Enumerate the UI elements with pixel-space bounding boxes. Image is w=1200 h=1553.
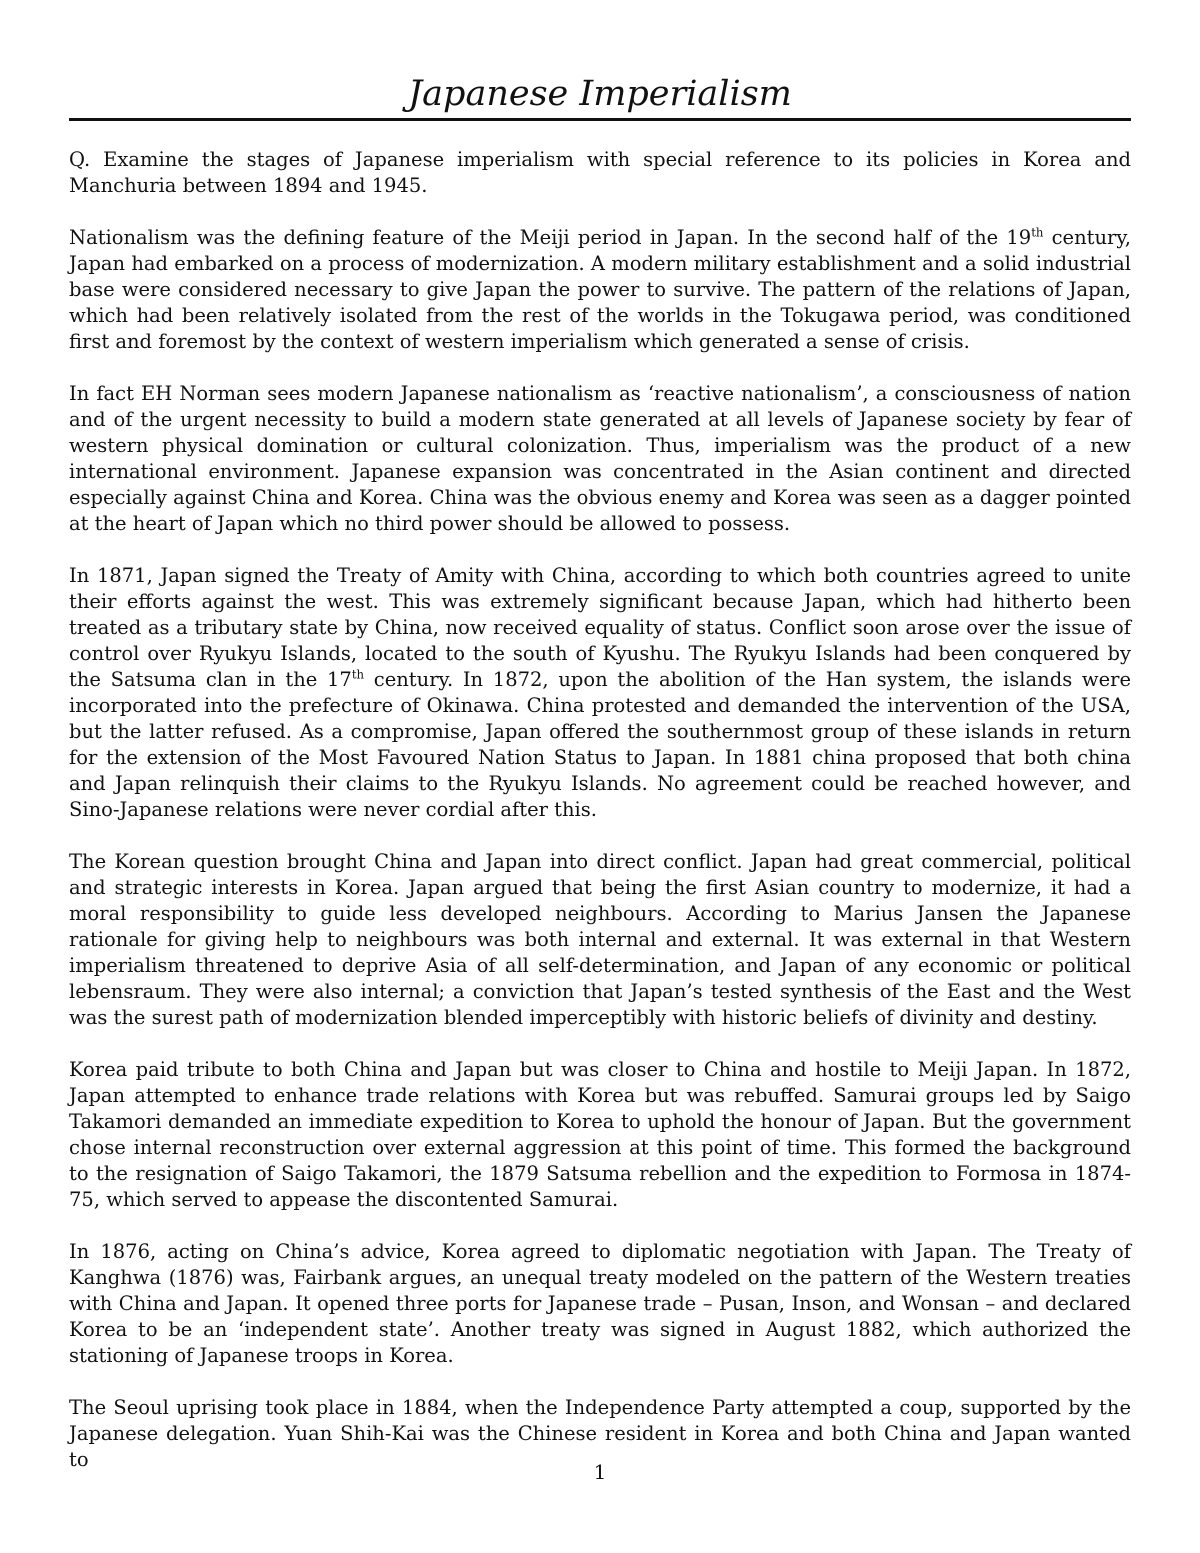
page-number: 1 (593, 1460, 607, 1484)
title-rule (69, 118, 1131, 121)
paragraph-nationalism: Nationalism was the defining feature of the Meiji period in Japan. In the second half of the 19th century, Japan had embarked on a process of modernization. A modern military establishment and a solid industrial base were considered necessary to give Japan the power to survive. The pattern of the relations of Japan, which had been relatively isolated from the rest of the worlds in the Tokugawa period, was conditioned first and foremost by the context of western imperialism which generated a sense of crisis. (69, 225, 1132, 353)
paragraph-treaty-of-amity: In 1871, Japan signed the Treaty of Amity with China, according to which both countries agreed to unite their efforts against the west. This was extremely significant because Japan, which had hitherto been treated as a tributary state by China, now received equality of status. Conflict soon arose over the issue of control over Ryukyu Islands, located to the south of Kyushu. The Ryukyu Islands had been conquered by the Satsuma clan in the 17th century. In 1872, upon the abolition of the Han system, the islands were incorporated into the prefecture of Okinawa. China protested and demanded the intervention of the USA, but the latter refused. As a compromise, Japan offered the southernmost group of these islands in return for the extension of the Most Favoured Nation Status to Japan. In 1881 china proposed that both china and Japan relinquish their claims to the Ryukyu Islands. No agreement could be reached however, and Sino-Japanese relations were never cordial after this. (69, 564, 1131, 821)
document-page (69, 74, 1131, 1499)
paragraph-treaty-of-kanghwa: In 1876, acting on China’s advice, Korea agreed to diplomatic negotiation with Japan. The Treaty of Kanghwa (1876) was, Fairbank argues, an unequal treaty modeled on the pattern of the Western treaties with China and Japan. It opened three ports for Japanese trade – Pusan, Inson, and Wonsan – and declared Korea to be an ‘independent state’. Another treaty was signed in August 1882, which authorized the stationing of Japanese troops in Korea. (69, 1240, 1131, 1367)
paragraph-reactive-nationalism: In fact EH Norman sees modern Japanese nationalism as ‘reactive nationalism’, a consciousness of nation and of the urgent necessity to build a modern state generated at all levels of Japanese society by fear of western physical domination or cultural colonization. Thus, imperialism was the product of a new international environment. Japanese expansion was concentrated in the Asian continent and directed especially against China and Korea. China was the obvious enemy and Korea was seen as a dagger pointed at the heart of Japan which no third power should be allowed to possess. (69, 382, 1131, 535)
paragraph-korean-question: The Korean question brought China and Japan into direct conflict. Japan had great commercial, political and strategic interests in Korea. Japan argued that being the first Asian country to modernize, it had a moral responsibility to guide less developed neighbours. According to Marius Jansen the Japanese rationale for giving help to neighbours was both internal and external. It was external in that Western imperialism threatened to deprive Asia of all self-determination, and Japan of any economic or political lebensraum. They were also internal; a conviction that Japan’s tested synthesis of the East and the West was the surest path of modernization blended imperceptibly with historic beliefs of divinity and destiny. (69, 850, 1131, 1029)
paragraph-korea-tribute: Korea paid tribute to both China and Japan but was closer to China and hostile to Meiji Japan. In 1872, Japan attempted to enhance trade relations with Korea but was rebuffed. Samurai groups led by Saigo Takamori demanded an immediate expedition to Korea to uphold the honour of Japan. But the government chose internal reconstruction over external aggression at this point of time. This formed the background to the resignation of Saigo Takamori, the 1879 Satsuma rebellion and the expedition to Formosa in 1874-75, which served to appease the discontented Samurai. (69, 1058, 1131, 1211)
paragraph-question: Q. Examine the stages of Japanese imperialism with special reference to its policies in Korea and Manchuria between 1894 and 1945. (69, 148, 1131, 197)
paragraph-seoul-uprising: The Seoul uprising took place in 1884, when the Independence Party attempted a coup, supported by the Japanese delegation. Yuan Shih-Kai was the Chinese resident in Korea and both China and Japan wanted to (69, 1396, 1131, 1471)
document-title: Japanese Imperialism (408, 74, 792, 114)
